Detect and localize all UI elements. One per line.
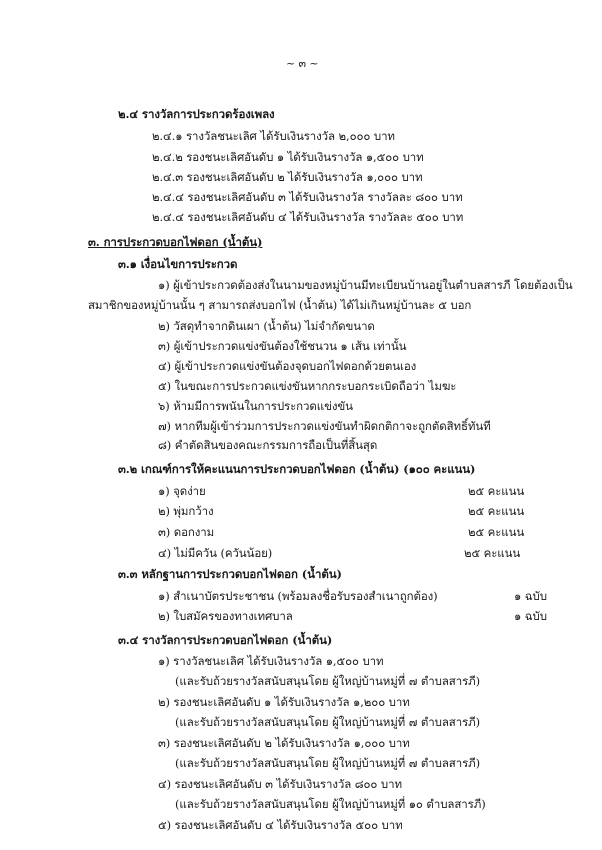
document-quantity: ๑ ฉบับ [514, 609, 547, 623]
list-item: ๖) ห้ามมีการพนันในการประกวดแข่งขัน [158, 399, 353, 413]
criteria-score: ๒๕ คะแนน [468, 504, 525, 518]
list-item: ๕) ในขณะการประกวดแข่งขันหากกระบอกระเบิดถือว่า ไมฆะ [158, 379, 457, 393]
list-item: ๓) ผู้เข้าประกวดแข่งขันต้องใช้ชนวน ๑ เส้น เท่านั้น [158, 339, 407, 353]
list-item: ๒.๔.๑ รางวัลชนะเลิศ ได้รับเงินรางวัล ๒,๐๐๐ บาท [152, 129, 395, 143]
section-3-2-heading: ๓.๒ เกณฑ์การให้คะแนนการประกวดบอกไฟดอก (น้ำต้น) (๑๐๐ คะแนน) [118, 462, 476, 476]
section-2-4-heading: ๒.๔ รางวัลการประกวดร้องเพลง [118, 107, 275, 121]
section-3-3-heading: ๓.๓ หลักฐานการประกวดบอกไฟดอก (น้ำต้น) [118, 567, 342, 581]
criteria-label: ๔) ไม่มีควัน (ควันน้อย) [158, 546, 273, 560]
list-item: ๒.๔.๓ รองชนะเลิศอันดับ ๒ ได้รับเงินรางวัล ๑,๐๐๐ บาท [152, 170, 423, 184]
prize-sponsor-line: (และรับถ้วยรางวัลสนับสนุนโดย ผู้ใหญ่บ้านหมู่ที่ ๗ ตำบลสารภี) [175, 674, 481, 688]
document-label: ๒) ใบสมัครของทางเทศบาล [158, 609, 293, 623]
section-3-heading: ๓. การประกวดบอกไฟดอก (น้ำต้น) [88, 235, 263, 249]
list-item: ๘) คำตัดสินของคณะกรรมการถือเป็นที่สิ้นสุด [158, 438, 378, 452]
prize-line: ๕) รองชนะเลิศอันดับ ๔ ได้รับเงินรางวัล ๕๐๐ บาท [158, 818, 403, 832]
page-number: ~ ๓ ~ [286, 57, 319, 70]
list-item-continuation: สมาชิกของหมู่บ้านนั้น ๆ สามารถส่งบอกไฟ (น้ำต้น) ได้ไม่เกินหมู่บ้านละ ๕ บอก [88, 298, 472, 312]
list-item: ๒.๔.๔ รองชนะเลิศอันดับ ๔ ได้รับเงินรางวัล รางวัลละ ๕๐๐ บาท [152, 210, 464, 224]
document-label: ๑) สำเนาบัตรประชาชน (พร้อมลงชื่อรับรองสำเนาถูกต้อง) [158, 589, 438, 603]
criteria-score: ๒๕ คะแนน [468, 525, 525, 539]
list-item: ๒.๔.๔ รองชนะเลิศอันดับ ๓ ได้รับเงินรางวัล รางวัลละ ๘๐๐ บาท [152, 190, 463, 204]
list-item: ๔) ผู้เข้าประกวดแข่งขันต้องจุดบอกไฟดอกด้วยตนเอง [158, 359, 417, 373]
prize-sponsor-line: (และรับถ้วยรางวัลสนับสนุนโดย ผู้ใหญ่บ้านหมู่ที่ ๗ ตำบลสารภี) [175, 715, 481, 729]
prize-line: ๑) รางวัลชนะเลิศ ได้รับเงินรางวัล ๑,๕๐๐ บาท [158, 654, 384, 668]
list-item: ๑) ผู้เข้าประกวดต้องส่งในนามของหมู่บ้านมีทะเบียนบ้านอยู่ในตำบลสารภี โดยต้องเป็น [158, 278, 573, 292]
criteria-score: ๒๕ คะแนน [468, 484, 525, 498]
document-quantity: ๑ ฉบับ [514, 589, 547, 603]
list-item: ๒.๔.๒ รองชนะเลิศอันดับ ๑ ได้รับเงินรางวัล ๑,๕๐๐ บาท [152, 150, 424, 164]
prize-line: ๓) รองชนะเลิศอันดับ ๒ ได้รับเงินรางวัล ๑,๐๐๐ บาท [158, 736, 410, 750]
prize-line: ๔) รองชนะเลิศอันดับ ๓ ได้รับเงินรางวัล ๘๐๐ บาท [158, 777, 402, 791]
prize-sponsor-line: (และรับถ้วยรางวัลสนับสนุนโดย ผู้ใหญ่บ้านหมู่ที่ ๑๐ ตำบลสารภี) [175, 797, 486, 811]
criteria-label: ๓) ดอกงาม [158, 525, 215, 539]
prize-line: ๒) รองชนะเลิศอันดับ ๑ ได้รับเงินรางวัล ๑,๒๐๐ บาท [158, 695, 410, 709]
criteria-score: ๒๕ คะแนน [464, 546, 521, 560]
section-3-4-heading: ๓.๔ รางวัลการประกวดบอกไฟดอก (น้ำต้น) [118, 633, 333, 647]
criteria-label: ๑) จุดง่าย [158, 484, 206, 498]
prize-sponsor-line: (และรับถ้วยรางวัลสนับสนุนโดย ผู้ใหญ่บ้านหมู่ที่ ๗ ตำบลสารภี) [175, 756, 481, 770]
criteria-label: ๒) พุ่มกว้าง [158, 504, 214, 518]
section-3-1-heading: ๓.๑ เงื่อนไขการประกวด [118, 257, 238, 271]
list-item: ๒) วัสดุทำจากดินเผา (น้ำต้น) ไม่จำกัดขนาด [158, 319, 375, 333]
list-item: ๗) หากทีมผู้เข้าร่วมการประกวดแข่งขันทำผิดกติกาจะถูกตัดสิทธิ์ทันที [158, 419, 491, 433]
